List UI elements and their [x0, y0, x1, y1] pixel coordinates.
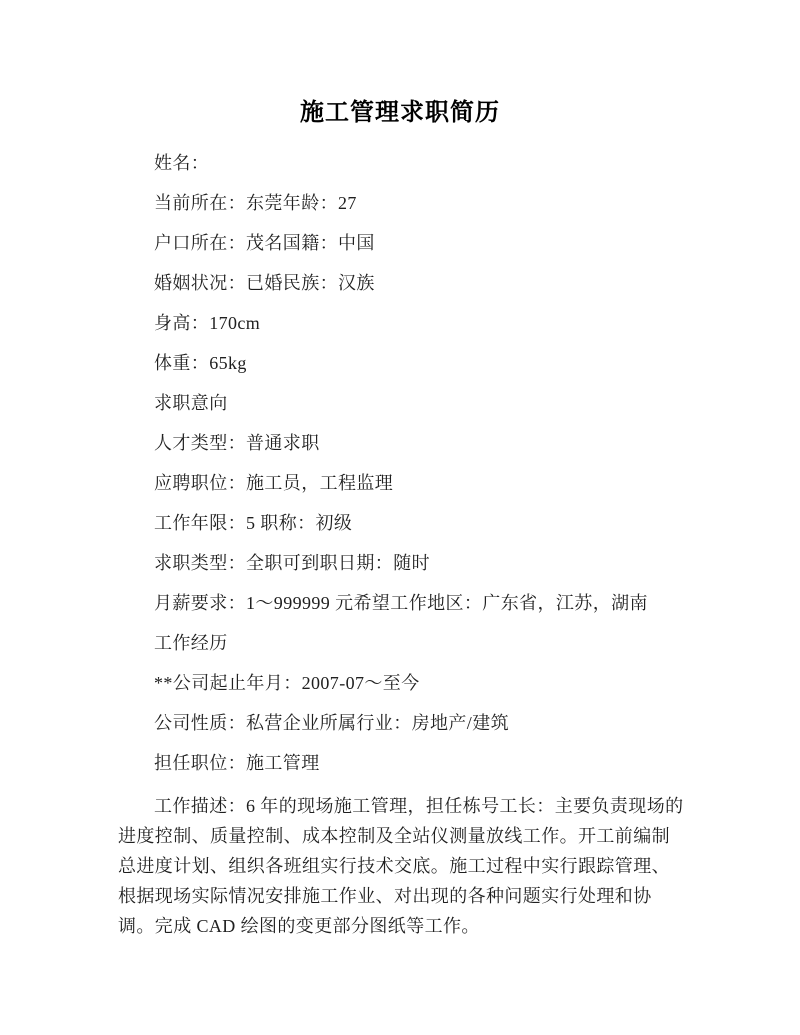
field-height: 身高：170cm — [154, 313, 261, 333]
resume-body — [0, 151, 800, 941]
field-job-type-availability: 求职类型：全职可到职日期：随时 — [154, 553, 430, 573]
section-heading-work-experience: 工作经历 — [154, 633, 228, 653]
field-position-held: 担任职位：施工管理 — [154, 753, 320, 773]
document-title: 施工管理求职简历 — [300, 99, 500, 126]
field-household-nationality: 户口所在：茂名国籍：中国 — [154, 233, 375, 253]
field-marital-status-ethnicity: 婚姻状况：已婚民族：汉族 — [154, 273, 375, 293]
section-heading-job-intention: 求职意向 — [154, 393, 228, 413]
work-description-paragraph: 工作描述：6 年的现场施工管理，担任栋号工长：主要负责现场的进度控制、质量控制、成本控制及全站仪测量放线工作。开工前编制总进度计划、组织各班组实行技术交底。施工过程中实行跟踪管理、根据现场实际情况安排施工作业、对出现的各种问题实行处理和协调。完成 CAD 绘图的变更部分图纸等工作。 — [118, 796, 684, 936]
field-work-years-job-title: 工作年限：5 职称：初级 — [154, 513, 353, 533]
field-name: 姓名： — [154, 153, 210, 173]
field-weight: 体重：65kg — [154, 353, 247, 373]
field-talent-type: 人才类型：普通求职 — [154, 433, 320, 453]
field-company-period: **公司起止年月：2007-07～至今 — [154, 673, 420, 693]
field-target-position: 应聘职位：施工员，工程监理 — [154, 473, 394, 493]
field-current-location-age: 当前所在：东莞年龄：27 — [154, 193, 357, 213]
field-company-nature-industry: 公司性质：私营企业所属行业：房地产/建筑 — [154, 713, 509, 733]
field-salary-work-region: 月薪要求：1～999999 元希望工作地区：广东省，江苏，湖南 — [154, 593, 648, 613]
